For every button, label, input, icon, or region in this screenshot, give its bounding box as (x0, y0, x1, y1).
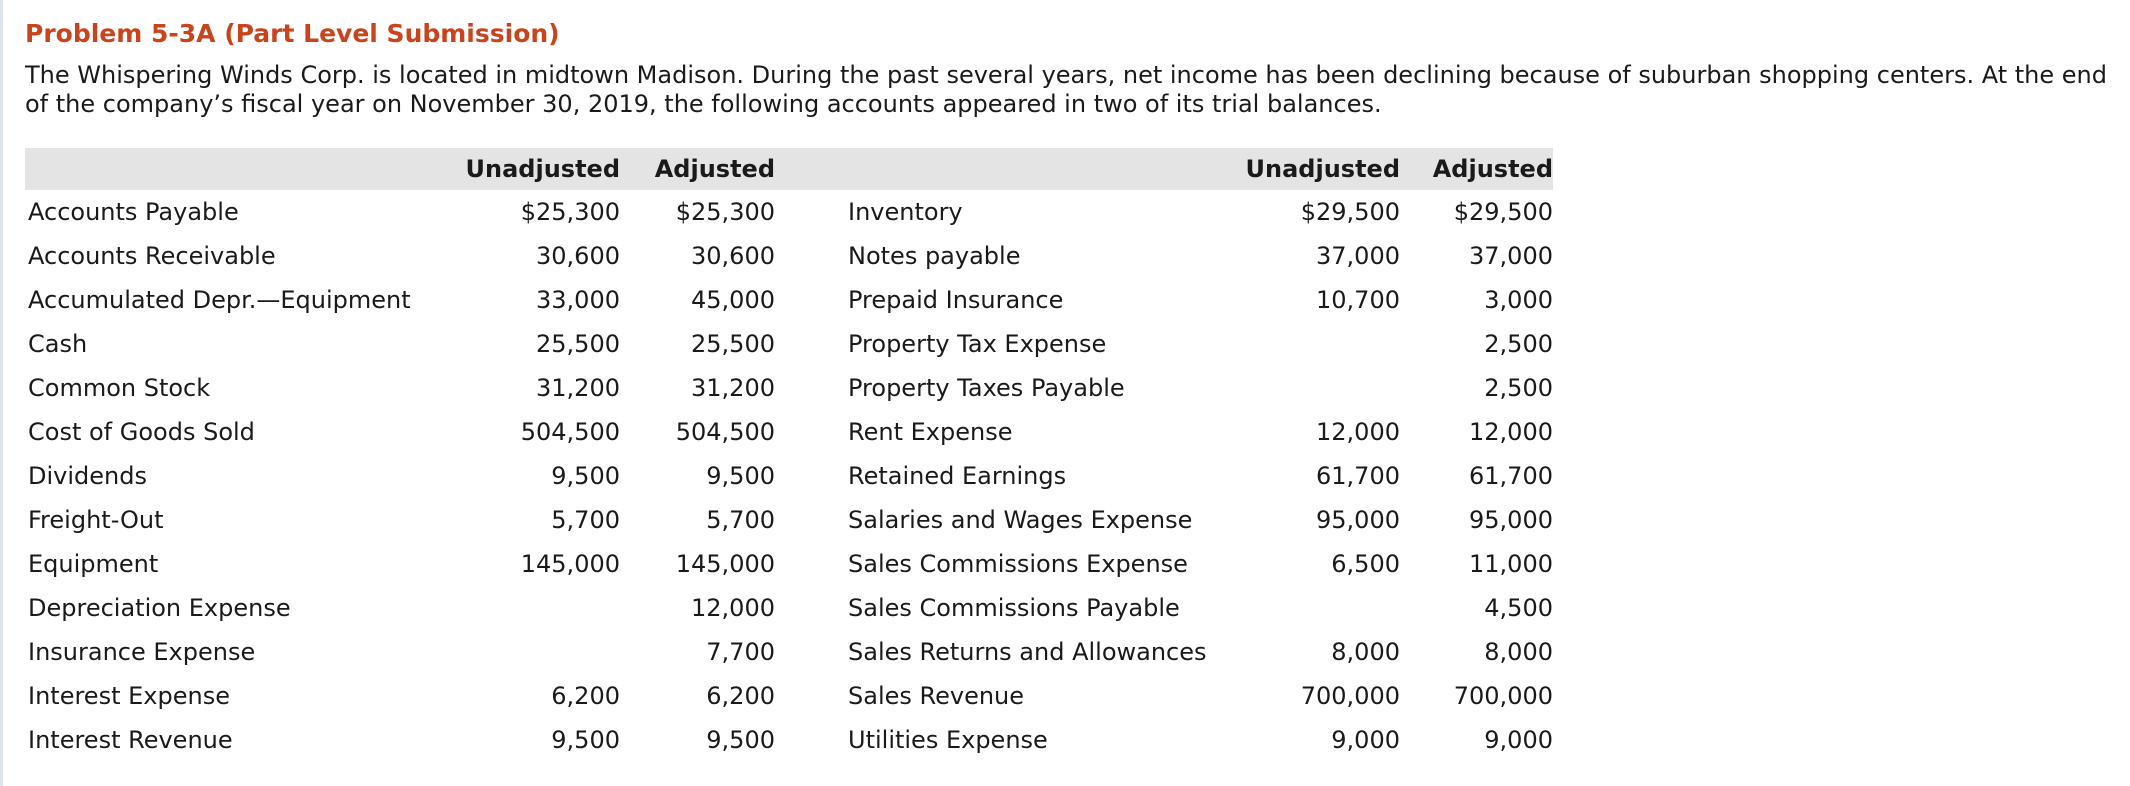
table-row (25, 234, 1553, 278)
right-adjusted-amount: 8,000 (1484, 638, 1553, 666)
left-adjusted-amount: 145,000 (675, 550, 775, 578)
problem-description: The Whispering Winds Corp. is located in midtown Madison. During the past several years, net income has been declining because of suburban shopping centers. At the end of the company’s fiscal year on November 30, 2019, the following accounts appeared in two of its trial balances. (25, 61, 2107, 118)
table-row (25, 190, 1553, 234)
left-adjusted-amount: 9,500 (706, 726, 775, 754)
right-adjusted-amount: 61,700 (1469, 462, 1553, 490)
left-account-name: Interest Revenue (28, 726, 233, 754)
left-adjusted-amount: 45,000 (691, 286, 775, 314)
left-account-name: Cash (28, 330, 88, 358)
right-adjusted-amount: 700,000 (1453, 682, 1553, 710)
column-spacer (775, 542, 845, 586)
left-unadjusted-amount: 145,000 (520, 550, 620, 578)
right-account-name: Prepaid Insurance (848, 286, 1064, 314)
left-unadjusted-amount: 6,200 (551, 682, 620, 710)
right-unadjusted-amount: 8,000 (1331, 638, 1400, 666)
left-account-name: Equipment (28, 550, 159, 578)
header-spacer (775, 148, 845, 190)
right-adjusted-amount: 3,000 (1484, 286, 1553, 314)
right-account-name: Utilities Expense (848, 726, 1048, 754)
table-row (25, 586, 1553, 630)
right-unadjusted-amount: 12,000 (1316, 418, 1400, 446)
left-account-name: Interest Expense (28, 682, 230, 710)
left-adjusted-amount: 5,700 (706, 506, 775, 534)
problem-container (25, 16, 2120, 762)
header-adjusted-left: Adjusted (620, 148, 775, 190)
left-unadjusted-amount (445, 630, 620, 674)
left-adjusted-amount: 31,200 (691, 374, 775, 402)
right-account-name: Sales Commissions Payable (848, 594, 1180, 622)
left-unadjusted-amount: 9,500 (551, 462, 620, 490)
right-account-name: Retained Earnings (848, 462, 1067, 490)
right-adjusted-amount: 4,500 (1484, 594, 1553, 622)
column-spacer (775, 674, 845, 718)
right-account-name: Property Taxes Payable (848, 374, 1125, 402)
right-unadjusted-amount: 700,000 (1300, 682, 1400, 710)
right-unadjusted-amount: 61,700 (1316, 462, 1400, 490)
left-unadjusted-amount: 33,000 (536, 286, 620, 314)
left-account-name: Accumulated Depr.—Equipment (28, 286, 411, 314)
right-adjusted-amount: 12,000 (1469, 418, 1553, 446)
right-unadjusted-amount: 9,000 (1331, 726, 1400, 754)
right-account-name: Sales Commissions Expense (848, 550, 1188, 578)
right-unadjusted-amount: 37,000 (1316, 242, 1400, 270)
left-adjusted-amount: 12,000 (691, 594, 775, 622)
left-account-name: Accounts Receivable (28, 242, 276, 270)
table-row (25, 542, 1553, 586)
right-adjusted-amount: 9,000 (1484, 726, 1553, 754)
left-account-name: Freight-Out (28, 506, 164, 534)
table-row (25, 322, 1553, 366)
table-body (25, 190, 1553, 762)
left-adjusted-amount: 504,500 (675, 418, 775, 446)
column-spacer (775, 454, 845, 498)
left-account-name: Common Stock (28, 374, 211, 402)
right-account-name: Notes payable (848, 242, 1021, 270)
right-unadjusted-amount: 6,500 (1331, 550, 1400, 578)
left-unadjusted-amount: 25,500 (536, 330, 620, 358)
left-unadjusted-amount: 504,500 (520, 418, 620, 446)
left-adjusted-amount: 6,200 (706, 682, 775, 710)
right-unadjusted-amount (1217, 366, 1400, 410)
left-unadjusted-amount: 5,700 (551, 506, 620, 534)
table-row (25, 718, 1553, 762)
table-row (25, 278, 1553, 322)
right-adjusted-amount: 95,000 (1469, 506, 1553, 534)
page-left-border (0, 0, 3, 786)
right-unadjusted-amount (1217, 586, 1400, 630)
left-unadjusted-amount: 9,500 (551, 726, 620, 754)
problem-title: Problem 5-3A (Part Level Submission) (25, 19, 560, 48)
table-header-row (25, 148, 1553, 190)
right-account-name: Sales Revenue (848, 682, 1025, 710)
right-account-name: Inventory (848, 198, 963, 226)
header-unadjusted-right: Unadjusted (1217, 148, 1400, 190)
table-row (25, 630, 1553, 674)
table-row (25, 366, 1553, 410)
table-row (25, 410, 1553, 454)
column-spacer (775, 322, 845, 366)
right-adjusted-amount: 11,000 (1469, 550, 1553, 578)
right-adjusted-amount: 37,000 (1469, 242, 1553, 270)
right-adjusted-amount: 2,500 (1484, 374, 1553, 402)
right-account-name: Property Tax Expense (848, 330, 1107, 358)
table-row (25, 454, 1553, 498)
column-spacer (775, 718, 845, 762)
right-adjusted-amount: 2,500 (1484, 330, 1553, 358)
left-account-name: Depreciation Expense (28, 594, 291, 622)
right-unadjusted-amount (1217, 322, 1400, 366)
left-unadjusted-amount: 31,200 (536, 374, 620, 402)
left-account-name: Cost of Goods Sold (28, 418, 255, 446)
header-adjusted-right: Adjusted (1400, 148, 1553, 190)
column-spacer (775, 498, 845, 542)
right-unadjusted-amount: 10,700 (1316, 286, 1400, 314)
column-spacer (775, 278, 845, 322)
table-row (25, 674, 1553, 718)
trial-balance-table (25, 148, 1553, 762)
header-account-left (25, 148, 445, 190)
left-account-name: Accounts Payable (28, 198, 239, 226)
left-adjusted-amount: 30,600 (691, 242, 775, 270)
left-account-name: Insurance Expense (28, 638, 256, 666)
left-adjusted-amount: 7,700 (706, 638, 775, 666)
right-unadjusted-amount: 95,000 (1316, 506, 1400, 534)
left-unadjusted-amount: $25,300 (520, 198, 620, 226)
left-unadjusted-amount (445, 586, 620, 630)
header-account-right (845, 148, 1217, 190)
column-spacer (775, 234, 845, 278)
left-account-name: Dividends (28, 462, 147, 490)
column-spacer (775, 410, 845, 454)
header-unadjusted-left: Unadjusted (445, 148, 620, 190)
table-row (25, 498, 1553, 542)
right-account-name: Rent Expense (848, 418, 1013, 446)
left-unadjusted-amount: 30,600 (536, 242, 620, 270)
right-unadjusted-amount: $29,500 (1300, 198, 1400, 226)
column-spacer (775, 190, 845, 234)
left-adjusted-amount: 9,500 (706, 462, 775, 490)
column-spacer (775, 630, 845, 674)
right-adjusted-amount: $29,500 (1453, 198, 1553, 226)
column-spacer (775, 586, 845, 630)
right-account-name: Salaries and Wages Expense (848, 506, 1193, 534)
left-adjusted-amount: 25,500 (691, 330, 775, 358)
right-account-name: Sales Returns and Allowances (848, 638, 1207, 666)
column-spacer (775, 366, 845, 410)
left-adjusted-amount: $25,300 (675, 198, 775, 226)
